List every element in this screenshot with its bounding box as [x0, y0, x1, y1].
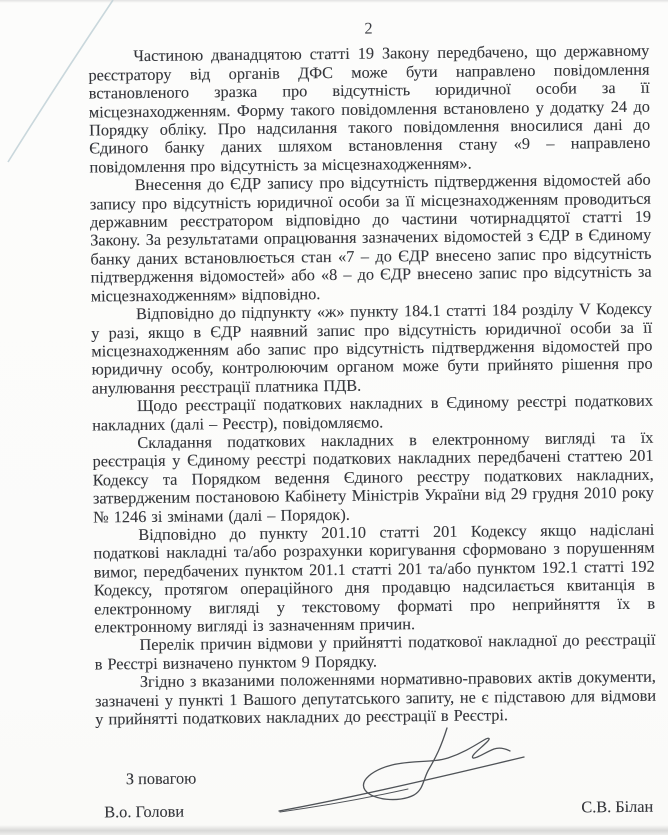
paragraph-8: Згідно з вказаними положеннями нормативно-правових актів документи, зазначені у пункті 1 Вашого депутатського запиту, не є підставою для відмови у прийнятті податкових накладних до реєстрації в Реєстрі.: [94, 666, 657, 729]
paragraph-5: Складання податкових накладних в електронному вигляді та їх реєстрація у Єдиному реєстрі податкових накладних передбачені статтею 201 Кодексу та Порядком ведення Єдиного реєстру податкових накладних, затвердженим постановою Кабінету Міністрів України від 29 грудня 2010 року № 1246 зі змінами (далі – Порядок).: [92, 427, 654, 527]
paragraph-6: Відповідно до пункту 201.10 статті 201 Кодексу якщо надіслані податкові накладні та/або розрахунки коригування сформовано з порушенням вимог, передбачених пунктом 201.1 статті 201 та/або пунктом 192.1 статті 192 Кодексу, протягом операційного дня продавцю надсилається квитанція в електронному вигляді у текстовому форматі про неприйняття їх в електронному вигляді із зазначенням причин.: [93, 519, 656, 637]
paragraph-2: Внесення до ЄДР запису про відсутність підтвердження відомостей або запису про відсутність юридичної особи за її місцезнаходженням проводиться державним реєстратором відповідно до частини чотирнадцятої статті 19 Закону. За результатами опрацювання зазначених відомостей з ЄДР в Єдиному банку даних встановлюється стан «7 – до ЄДР внесено запис про відсутність підтвердження відомостей» або «8 – до ЄДР внесено запис про відсутність за місцезнаходженням» відповідно.: [89, 169, 652, 306]
signature-row: [96, 797, 657, 821]
paragraph-7: Перелік причин відмови у прийнятті податкової накладної до реєстрації в Реєстрі визначено пунктом 9 Порядку.: [94, 630, 656, 674]
signer-title: В.о. Голови: [104, 801, 185, 822]
paragraph-1: Частиною дванадцятою статті 19 Закону передбачено, що державному реєстратору від органів ДФС може бути направлено повідомлення встановленого зразка про відсутність юридичної особи за її місцезнаходженням. Форму такого повідомлення встановлено у додатку 24 до Порядку обліку. Про надсилання такого повідомлення вносилися дані до Єдиного банку даних шляхом встановлення стану «9 – направлено повідомлення про відсутність за місцезнаходженням».: [88, 41, 651, 177]
scan-bottom-edge-shadow: [0, 825, 668, 835]
signer-name: С.В. Білан: [581, 796, 654, 817]
paragraph-4: Щодо реєстрації податкових накладних в Єдиному реєстрі податкових накладних (далі – Реєстр), повідомляємо.: [92, 390, 654, 435]
closing-salutation: З повагою: [125, 768, 197, 789]
paragraph-3: Відповідно до підпункту «ж» пункту 184.1 статті 184 розділу V Кодексу у разі, якщо в ЄДР наявний запис про відсутність юридичної особи за її місцезнаходженням або запис про відсутність підтвердження відомостей про юридичну особу, контролюючим органом може бути прийнято рішення про анулювання реєстрації платника ПДВ.: [91, 298, 653, 398]
page-number: 2: [364, 18, 373, 38]
